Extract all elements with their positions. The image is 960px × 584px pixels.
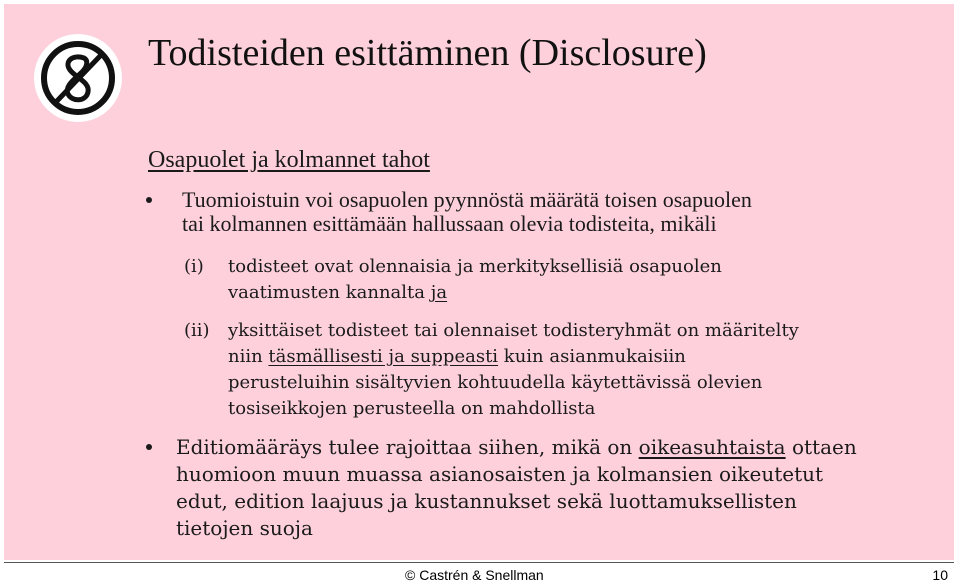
footer-divider <box>4 562 954 563</box>
bullet-2-line-1-post: ottaen <box>785 435 857 459</box>
bullet-1-text <box>182 188 752 236</box>
page-number: 10 <box>932 567 948 583</box>
bullet-2-line-3: edut, edition laajuus ja kustannukset sekä luottamuksellisten <box>176 489 797 513</box>
item-ii-line-3: perusteluihin sisältyvien kohtuudella käytettävissä olevien <box>228 372 763 393</box>
bullet-point <box>146 444 152 450</box>
item-i-line-2-text: vaatimusten kannalta <box>228 282 431 303</box>
section-subtitle: Osapuolet ja kolmannet tahot <box>148 147 430 173</box>
bullet-1-line-1: Tuomioistuin voi osapuolen pyynnöstä määrätä toisen osapuolen <box>182 187 752 212</box>
item-ii-line-1: yksittäiset todisteet tai olennaiset todisteryhmät on määritelty <box>228 320 799 341</box>
bullet-2-underlined: oikeasuhtaista <box>638 435 786 459</box>
item-i-marker: (i) <box>184 256 204 277</box>
item-ii-text <box>228 318 799 422</box>
bullet-2-line-4: tietojen suoja <box>176 516 313 540</box>
slide <box>4 4 954 560</box>
item-i-text <box>228 254 722 306</box>
footer-copyright: © Castrén & Snellman <box>405 567 544 583</box>
bullet-2-line-1 <box>176 434 857 461</box>
bullet-1-line-2: tai kolmannen esittämään hallussaan olevia todisteita, mikäli <box>182 211 717 236</box>
bullet-2-line-2: huomioon muun muassa asianosaisten ja kolmansien oikeutetut <box>176 462 824 486</box>
item-ii-underlined: täsmällisesti ja suppeasti <box>268 346 499 367</box>
item-ii-line-4: tosiseikkojen perusteella on mahdollista <box>228 398 596 419</box>
bullet-2-text <box>176 434 857 542</box>
item-ii-marker: (ii) <box>184 320 210 341</box>
bullet-2-line-1-pre: Editiomääräys tulee rajoittaa siihen, mikä on <box>176 435 639 459</box>
item-ii-line-2-pre: niin <box>228 346 269 367</box>
item-ii-line-2 <box>228 344 799 370</box>
slide-title: Todisteiden esittäminen (Disclosure) <box>148 32 707 74</box>
item-i-line-2 <box>228 280 722 306</box>
company-logo-icon <box>32 32 124 124</box>
item-ii-line-2-post: kuin asianmukaisiin <box>498 346 686 367</box>
bullet-point <box>146 197 152 203</box>
item-i-line-1: todisteet ovat olennaisia ja merkityksellisiä osapuolen <box>228 256 722 277</box>
item-i-underlined: ja <box>430 282 448 303</box>
